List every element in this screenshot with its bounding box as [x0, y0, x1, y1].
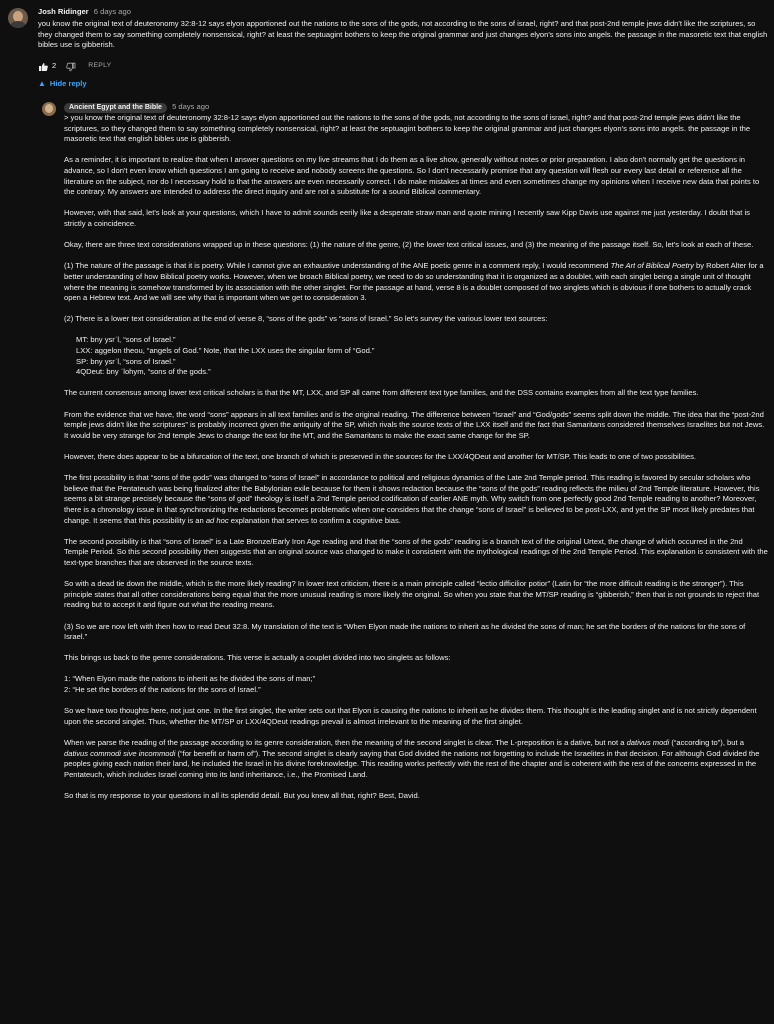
reply-text-run: by Robert Alter for a better understanding of how Biblical poetry works. However, when we broach Biblical poetry, we need to do so understanding that it is organized as a doublet, with each singlet being a single unit of thought where the meaning is somehow transformed by its association with the other singlet. For the passage at hand, verse 8 is a doublet composed of two singlets which is obvious if one bothers to actually crack open a Hebrew text. And we will see why that is important when we get to consideration 3. — [64, 261, 764, 303]
commenter-avatar[interactable] — [8, 8, 28, 28]
reply-paragraph: However, there does appear to be a bifurcation of the text, one branch of which is preserved in the sources for the LXX/4QDeut and another for MT/SP. This leads to one of two possibilities. — [64, 452, 697, 461]
top-comment — [38, 7, 770, 89]
reply-text-run: (1) The nature of the passage is that it is poetry. While I cannot give an exhaustive understanding of the ANE poetic genre in a comment reply, I would recommend — [64, 261, 611, 271]
comment-actions — [38, 61, 770, 73]
source-item: 4QDeut: bny ʿlohym, “sons of the gods.” — [76, 367, 211, 377]
book-title: The Art of Biblical Poetry — [610, 261, 694, 271]
reply-paragraph: From the evidence that we have, the word “sons” appears in all text families and is the original reading. The difference between “Israel” and “God/gods” seems split down the middle. The idea that the “post-2nd temple jews didn't like the scriptures” is probably incorrect given the antiquity of the SP, which rivals the source texts of the LXX itself and the fact that Samaritans considered themselves Israelites but not Jews. It would be very strange for 2nd temple Jews to change the text for the MT, and the Samaritans to make the exact same change for the SP. — [64, 409, 765, 440]
reply-text-run: When we parse the reading of the passage according to its genre consideration, then the meaning of the second singlet is clear. The L-preposition is a dative, but not a — [64, 738, 627, 748]
reply-paragraph: So with a dead tie down the middle, which is the more likely reading? In lower text criticism, there is a main principle called “lectio difficilior potior” (Latin for “the more difficult reading is the stronger”). This principle states that all other considerations being equal that the more unusual reading is more likely the original. So when you state that the MT/SP reading is “gibberish,” then that is not grounds to reject that reading but to accept it and figure out what the reading means. — [64, 579, 760, 610]
avatar-face — [45, 104, 53, 113]
reply-paragraph: However, with that said, let's look at your questions, which I have to admit sounds eerily like a desperate straw man and quote mining I recently saw Kipp Davis use against me just yesterday. I doubt that is strictly a coincidence. — [64, 208, 750, 228]
reply-body — [64, 102, 768, 812]
reply-text-run: The first possibility is that “sons of the gods” was changed to “sons of Israel” in accordance to political and religious dynamics of the Late 2nd Temple period. This reading is favored by secular scholars who believe that the Pentateuch was being finalized after the Babylonian exile because for them it shows redaction because the “sons of the gods” reading reflects the milieu of 2nd Temple literature. However, this seems a bit strange precisely because the “sons of god” theology is itself a 2nd Temple period codification of earlier ANE myth. Why switch from one perfectly good 2nd Temple reading to another? Moreover, there is a chronology issue in that synchronizing the redactions becomes problematic when one considers that the change “sons of Israel” is believed to be post-LXX, and yet the SP most likely predates that change. It seems that this possibility is an — [64, 473, 760, 525]
reply-paragraph: This brings us back to the genre considerations. This verse is actually a couplet divided into two singlets as follows: — [64, 653, 451, 663]
source-list — [64, 335, 768, 377]
reply-avatar[interactable] — [42, 102, 56, 116]
reply-paragraph — [64, 473, 768, 526]
source-item: SP: bny ysrʿl, “sons of Israel.” — [76, 356, 176, 366]
reply-paragraph — [64, 738, 768, 780]
like-count: 2 — [52, 61, 57, 71]
thumbs-down-icon[interactable] — [66, 62, 76, 72]
thumbs-up-icon[interactable] — [38, 62, 48, 72]
reply-button[interactable]: REPLY — [88, 62, 112, 70]
italic-term: dativus modi — [626, 738, 670, 748]
chevron-up-icon: ▲ — [38, 78, 46, 88]
reply-paragraph: As a reminder, it is important to realize that when I answer questions on my live streams that I do them as a live show, generally without notes or prior preparation. I also don't normally get the questions in advance, so I don't even know which questions I am going to receive and nobody screens the questions. So I don't necessarily promise that any question will flesh our every last detail or reference all the literature on the subject, nor do I necessary hold to that the answers are even necessarily correct. I do make mistakes at times and even sometimes change my opinions when I receive new data that points to the contrary. My answers are intended to address the direct inquiry and are not a substitute for a sound Biblical commentary. — [64, 155, 760, 197]
avatar-body — [10, 21, 26, 28]
hide-reply-label: Hide reply — [49, 78, 87, 88]
singlet-line: 2: “He set the borders of the nations for the sons of Israel.” — [64, 685, 261, 695]
comment-author[interactable]: Josh Ridinger — [38, 7, 89, 16]
source-item: MT: bny ysrʿl, “sons of Israel.” — [76, 335, 176, 345]
singlet-line: 1: “When Elyon made the nations to inherit as he divided the sons of man;” — [64, 674, 316, 684]
reply-text-run: explanation that serves to confirm a cognitive bias. — [228, 515, 401, 525]
source-item: LXX: aggelon theou, “angels of God.” Note, that the LXX uses the singular form of “God.” — [76, 346, 375, 356]
reply-paragraph: (3) So we are now left with then how to read Deut 32:8. My translation of the text is “When Elyon made the nations to inherit as he divided the sons of man; he set the borders of the nations for the sons of Israel.” — [64, 621, 746, 642]
reply-meta — [64, 102, 768, 113]
reply-paragraph: So that is my response to your questions in all its splendid detail. But you knew all that, right? Best, David. — [64, 791, 420, 800]
reply-text-run: (“for benefit or harm of”). The second singlet is clearly saying that God divided the nations not forgetting to include the Israelites in that decision. For although God divided the peoples giving each nation their land, he included the Israel in his divine foreknowledge. This reading works perfectly with the rest of the chapter and is coherent with the rest of the concerns expressed in the Pentateuch, which includes Israel coming into its land inheritance, i.e., the Promised Land. — [64, 748, 760, 779]
comment-text: you know the original text of deuteronomy 32:8-12 says elyon apportioned out the nations to the sons of the gods, not according to the sons of israel, right? and that post-2nd temple jews didn't like the scriptures, so they changed them to say something completely nonsensical, right? at least the septuagint bothers to keep the original grammar and just changes elyon's sons into angels. the passage in the masoretic text that english bibles use is gibberish. — [38, 19, 768, 50]
comment-time[interactable]: 6 days ago — [93, 7, 131, 16]
reply-paragraph: (2) There is a lower text consideration at the end of verse 8, “sons of the gods” vs “sons of Israel.” So let's survey the various lower text sources: — [64, 314, 548, 324]
reply-text — [64, 113, 768, 802]
hide-reply-toggle[interactable] — [38, 79, 770, 90]
reply-paragraph: The second possibility is that “sons of Israel” is a Late Bronze/Early Iron Age reading and that the “sons of the gods” reading is a branch text of the original Urtext, the change of which occurred in the 2nd Temple Period. So this second possibility then suggests that an original source was changed to make it consistent with the mythological readings of the 2nd Temple Period. This explanation is consistent with the text-type branches that are observed in the source texts. — [64, 536, 768, 567]
reply-quote: > you know the original text of deuteronomy 32:8-12 says elyon apportioned out the nations to the sons of the gods, not according to the sons of israel, right? and that post-2nd temple jews didn't like the scriptures, so they changed them to say something completely nonsensical, right? at least the septuagint bothers to keep the original grammar and just changes elyon's sons into angels. the passage in the masoretic text that english bibles use is gibberish. — [64, 113, 751, 144]
reply-time[interactable]: 5 days ago — [172, 102, 210, 111]
reply-paragraph: The current consensus among lower text critical scholars is that the MT, LXX, and SP all came from different text type families, and the DSS contains examples from all the text type families. — [64, 388, 699, 398]
italic-term: ad hoc — [205, 515, 229, 525]
channel-owner-badge[interactable]: Ancient Egypt and the Bible — [64, 103, 167, 113]
comment-meta — [38, 7, 770, 17]
reply-paragraph — [64, 261, 768, 303]
reply-text-run: (“according to”), but a — [669, 738, 744, 748]
italic-term: dativus commodi sive incommodi — [64, 748, 176, 758]
reply-paragraph: So we have two thoughts here, not just one. In the first singlet, the writer sets out that Elyon is causing the nations to inherit as he divides them. This thought is the leading singlet and is not strictly dependent upon the second singlet. Thus, whether the MT/SP or LXX/4QDeut readings prevail is almost irrelevant to the meaning of the first singlet. — [64, 706, 757, 726]
reply-paragraph: Okay, there are three text considerations wrapped up in these questions: (1) the nature of the genre, (2) the lower text critical issues, and (3) the meaning of the passage itself. So, let's look at each of these. — [64, 240, 754, 250]
